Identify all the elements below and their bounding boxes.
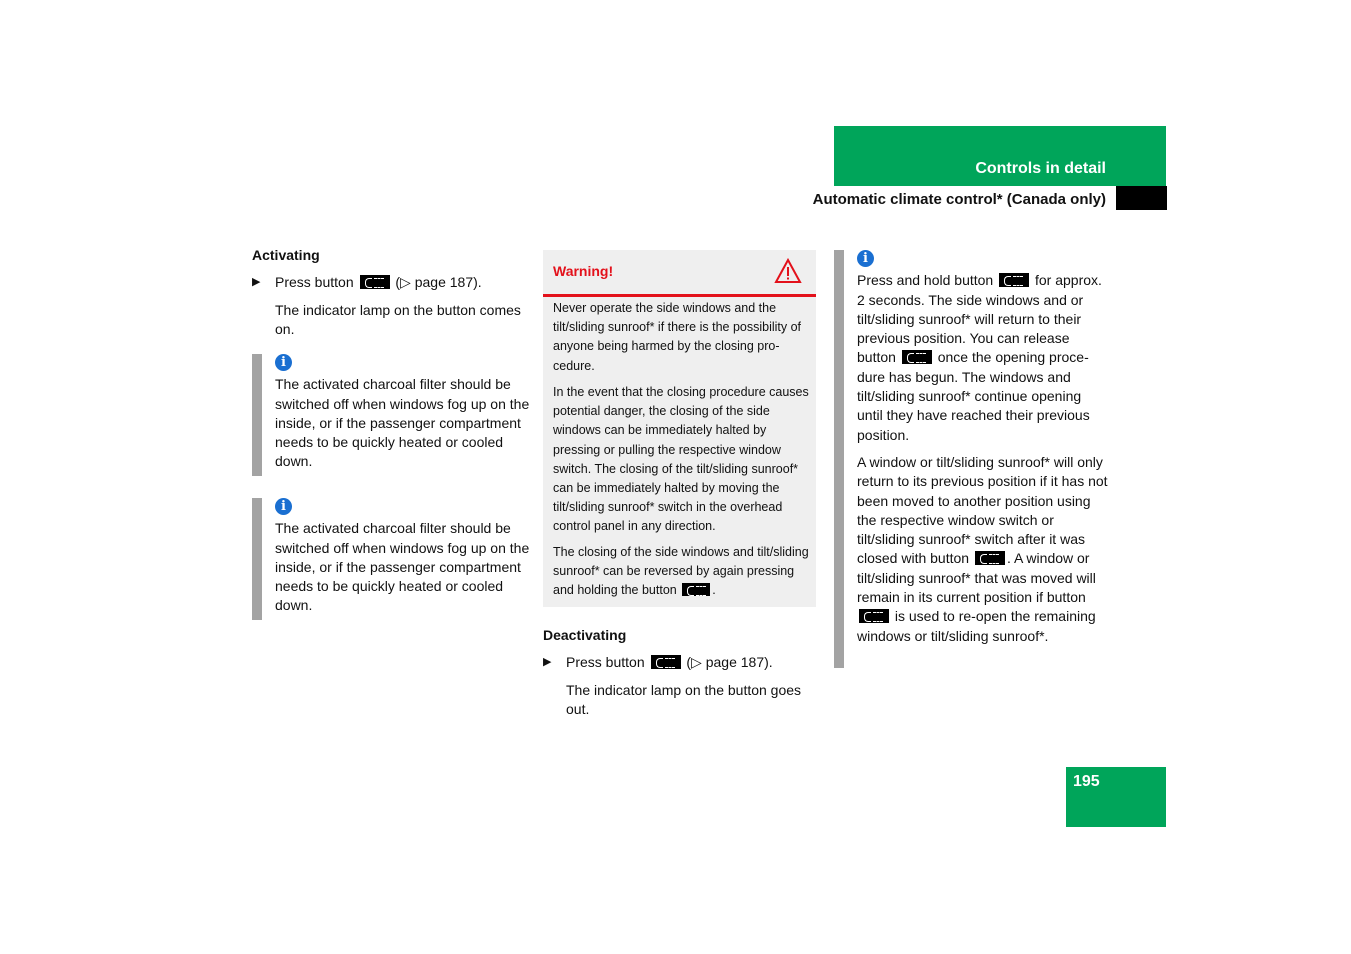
info-bar bbox=[834, 250, 844, 668]
charcoal-filter-button-icon bbox=[975, 551, 1005, 565]
warning-paragraph-1: Never operate the side windows and the tilt/sliding sunroof* if there is the possibility of anyone being harmed by the closing procedure. bbox=[553, 301, 802, 373]
info-bar bbox=[252, 498, 262, 620]
info-icon: i bbox=[275, 354, 292, 371]
charcoal-filter-button-icon bbox=[360, 275, 390, 289]
info-note-2: i The activated charcoal filter should be switched off when windows fog up on the inside, or if the passenger compartment needs to be quickly heated or cooled down. bbox=[275, 499, 530, 614]
deactivating-section bbox=[543, 626, 823, 719]
charcoal-filter-button-icon bbox=[859, 609, 889, 623]
subsection-title: Automatic climate control* (Canada only) bbox=[812, 191, 1106, 208]
charcoal-filter-button-icon bbox=[902, 350, 932, 364]
warning-paragraph-2: In the event that the closing procedure causes potential danger, the closing of the side windows can be immediately halted by pressing or pulling the respective window switch. The closing of the tilt/sliding sunroof* can be immediately halted by moving the tilt/sliding sunroof* switch in the overhead control panel in any direction. bbox=[553, 385, 809, 534]
bullet-arrow-icon: ▶ bbox=[543, 656, 552, 669]
charcoal-filter-button-icon bbox=[999, 273, 1029, 287]
info-note-3-paragraph-2: A window or tilt/sliding sunroof* will only return to its previous position if it has not been moved to another position using the respective window switch or tilt/sliding sunroof* switch after it was closed with button . A window or tilt/sliding sunroof* that was moved will remain in its current position if button is used to re-open the remaining windows or tilt/sliding sunroof*. bbox=[857, 453, 1108, 644]
warning-paragraph-3: The closing of the side windows and tilt/sliding sunroof* can be reversed by again pressing and holding the button . bbox=[553, 545, 809, 598]
bullet-arrow-icon: ▶ bbox=[252, 276, 261, 289]
section-title: Controls in detail bbox=[975, 160, 1106, 177]
deactivating-heading: Deactivating bbox=[543, 627, 627, 643]
info-note-1: i The activated charcoal filter should be switched off when windows fog up on the inside, or if the passenger compartment needs to be quickly heated or cooled down. bbox=[275, 355, 530, 470]
column-left bbox=[252, 246, 532, 339]
charcoal-filter-button-icon bbox=[651, 655, 681, 669]
info-icon: i bbox=[275, 498, 292, 515]
activating-step: ▶ Press button (▷ page 187). bbox=[252, 273, 532, 292]
activating-result: The indicator lamp on the button comes on. bbox=[275, 301, 521, 337]
info-icon: i bbox=[857, 250, 874, 267]
warning-triangle-icon bbox=[774, 258, 802, 284]
info-bar bbox=[252, 354, 262, 476]
charcoal-filter-button-icon bbox=[682, 583, 710, 596]
info-note-3 bbox=[857, 248, 1109, 646]
page-number: 195 bbox=[1073, 773, 1100, 790]
deactivating-result: The indicator lamp on the button goes out. bbox=[566, 681, 802, 717]
warning-title: Warning! bbox=[553, 263, 614, 279]
deactivating-step: ▶ Press button (▷ page 187). bbox=[543, 653, 823, 672]
header-marker bbox=[1116, 186, 1167, 210]
activating-heading: Activating bbox=[252, 247, 320, 263]
info-note-3-paragraph-1: Press and hold button for approx. 2 seconds. The side windows and or tilt/sliding sunroof* will return to their previous position. You can release button once the opening procedure has begun. The windows and tilt/sliding sunroof* continue opening until they have reached their previous position. bbox=[857, 272, 1102, 443]
